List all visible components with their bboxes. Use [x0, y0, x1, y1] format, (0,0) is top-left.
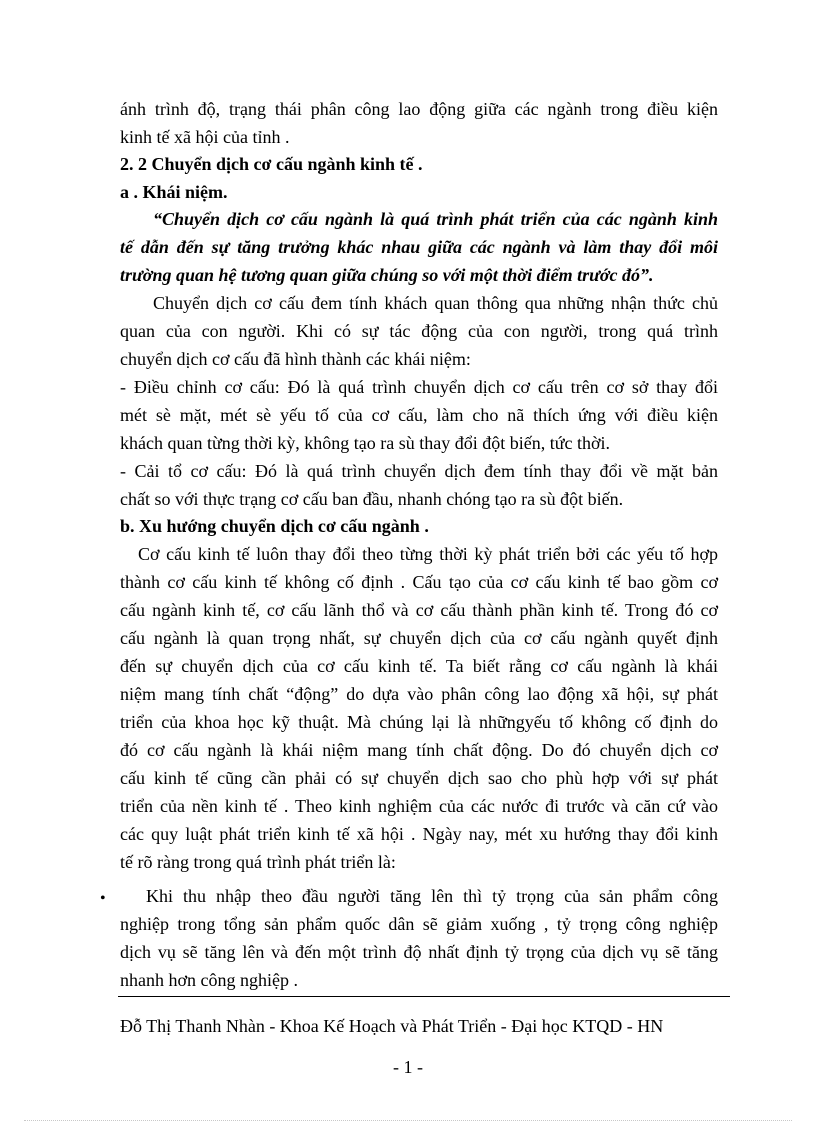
paragraph-line: kinh tế xã hội của tỉnh .	[120, 127, 290, 147]
bullet-item-line: nghiệp trong tổng sản phẩm quốc dân sẽ giảm xuống , tỷ trọng công nghiệp	[120, 914, 718, 934]
bullet-marker: •	[100, 890, 106, 907]
paragraph-line: đến sự chuyển dịch của cơ cấu kinh tế. Ta biết rằng cơ cấu ngành là khái	[120, 656, 718, 676]
footer-divider	[118, 996, 730, 997]
section-heading: 2. 2 Chuyển dịch cơ cấu ngành kinh tế .	[120, 154, 423, 174]
list-item-line: khách quan từng thời kỳ, không tạo ra sù thay đổi đột biến, tức thời.	[120, 433, 610, 453]
bullet-item-line: Khi thu nhập theo đầu người tăng lên thì tỷ trọng của sản phẩm công	[146, 886, 718, 906]
definition-quote-line: trường quan hệ tương quan giữa chúng so với một thời điểm trước đó”.	[120, 265, 654, 285]
paragraph-line: quan của con người. Khi có sự tác động của con người, trong quá trình	[120, 321, 718, 341]
paragraph-line: triển của khoa học kỹ thuật. Mà chúng lại là nhữngyếu tố không cố định do	[120, 712, 718, 732]
bullet-item-line: nhanh hơn công nghiệp .	[120, 970, 298, 990]
paragraph-line: niệm mang tính chất “động” do dựa vào phân công lao động xã hội, sự phát	[120, 684, 718, 704]
paragraph-line: Chuyển dịch cơ cấu đem tính khách quan thông qua những nhận thức chủ	[153, 293, 718, 313]
paragraph-line: ánh trình độ, trạng thái phân công lao động giữa các ngành trong điều kiện	[120, 99, 718, 119]
list-item-line: mét sè mặt, mét sè yếu tố của cơ cấu, làm cho nã thích ứng với điều kiện	[120, 405, 718, 425]
definition-quote-line: “Chuyển dịch cơ cấu ngành là quá trình phát triển của các ngành kinh	[153, 209, 718, 229]
footer-text: Đỗ Thị Thanh Nhàn - Khoa Kế Hoạch và Phát Triển - Đại học KTQD - HN	[120, 1016, 664, 1036]
paragraph-line: triển của nền kinh tế . Theo kinh nghiệm của các nước đi trước và căn cứ vào	[120, 796, 718, 816]
paragraph-line: tế rõ ràng trong quá trình phát triển là:	[120, 852, 396, 872]
bullet-item-line: dịch vụ sẽ tăng lên và đến một trình độ nhất định tỷ trọng của dịch vụ sẽ tăng	[120, 942, 718, 962]
list-item-line: chất so với thực trạng cơ cấu ban đầu, nhanh chóng tạo ra sù đột biến.	[120, 489, 624, 509]
page-bottom-border	[24, 1120, 792, 1121]
paragraph-line: cấu ngành kinh tế, cơ cấu lãnh thổ và cơ cấu thành phần kinh tế. Trong đó cơ	[120, 600, 718, 620]
list-item-line: - Cải tổ cơ cấu: Đó là quá trình chuyển dịch đem tính thay đổi về mặt bản	[120, 461, 718, 481]
definition-quote-line: tế dẫn đến sự tăng trưởng khác nhau giữa các ngành và làm thay đổi môi	[120, 237, 718, 257]
paragraph-line: cấu ngành là quan trọng nhất, sự chuyển dịch của cơ cấu ngành quyết định	[120, 628, 718, 648]
subheading-a: a . Khái niệm.	[120, 182, 228, 202]
paragraph-line: thành cơ cấu kinh tế không cố định . Cấu tạo của cơ cấu kinh tế bao gồm cơ	[120, 572, 718, 592]
paragraph-line: Cơ cấu kinh tế luôn thay đổi theo từng thời kỳ phát triển bởi các yếu tố hợp	[138, 544, 718, 564]
list-item-line: - Điều chỉnh cơ cấu: Đó là quá trình chuyển dịch cơ cấu trên cơ sở thay đổi	[120, 377, 718, 397]
subheading-b: b. Xu hướng chuyển dịch cơ cấu ngành .	[120, 516, 429, 536]
paragraph-line: các quy luật phát triển kinh tế xã hội . Ngày nay, mét xu hướng thay đổi kinh	[120, 824, 718, 844]
page-number: - 1 -	[393, 1057, 423, 1077]
paragraph-line: chuyển dịch cơ cấu đã hình thành các khái niệm:	[120, 349, 471, 369]
paragraph-line: cấu kinh tế cũng cần phải có sự chuyển dịch sao cho phù hợp với sự phát	[120, 768, 718, 788]
paragraph-line: đó cơ cấu ngành là khái niệm mang tính chất động. Do đó chuyển dịch cơ	[120, 740, 718, 760]
